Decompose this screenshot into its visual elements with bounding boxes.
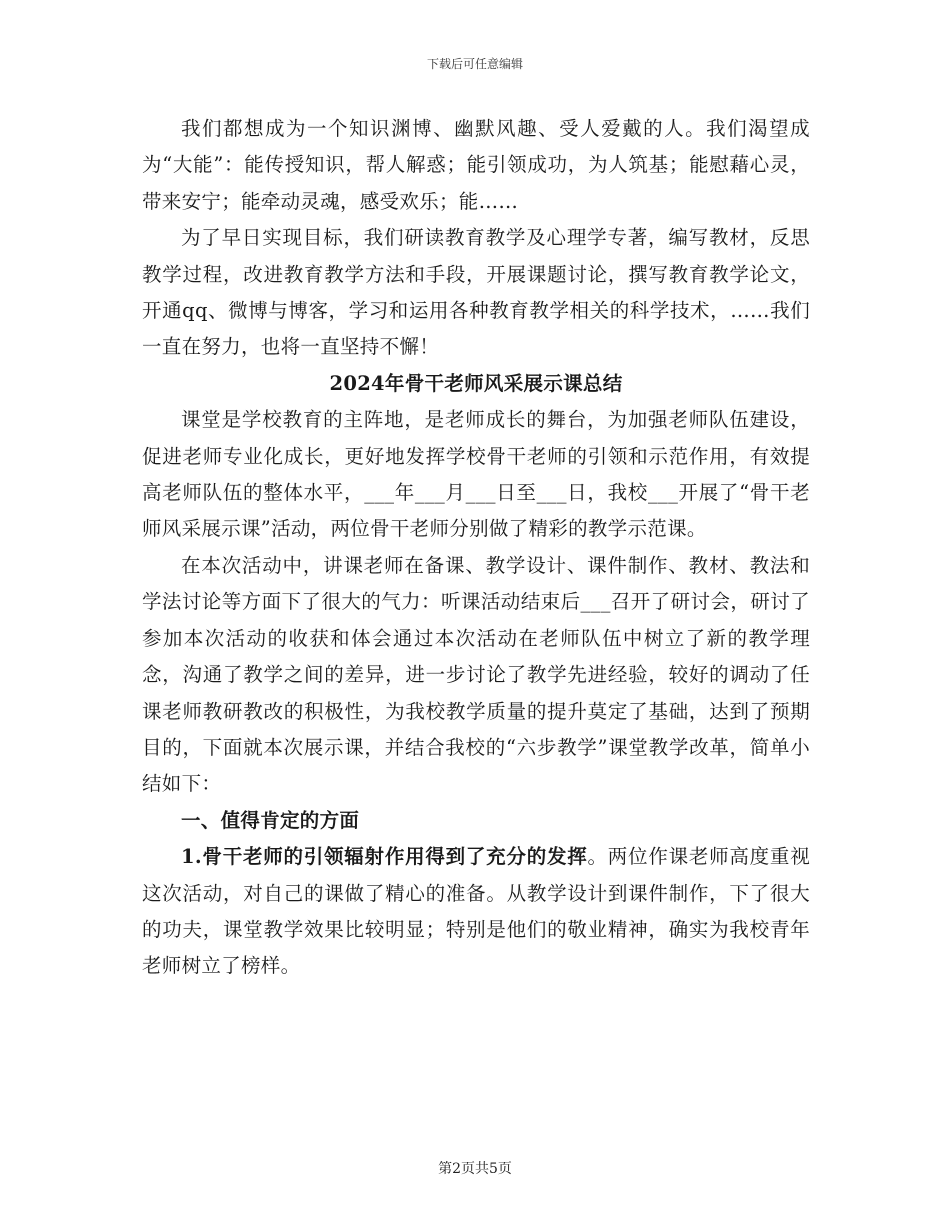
- paragraph-activity: 在本次活动中，讲课老师在备课、教学设计、课件制作、教材、教法和学法讨论等方面下了很大的气力：听课活动结束后___召开了研讨会，研讨了参加本次活动的收获和体会通过本次活动在老师队伍中树立了新的教学理念，沟通了教学之间的差异，进一步讨论了教学先进经验，较好的调动了任课老师教研教改的积极性，为我校教学质量的提升莫定了基础，达到了预期目的，下面就本次展示课，并结合我校的“六步教学”课堂教学改革，简单小结如下：: [142, 553, 810, 796]
- paragraph-item-1: [142, 839, 810, 985]
- section-heading: 一、值得肯定的方面: [181, 808, 360, 832]
- paragraph-intro: 课堂是学校教育的主阵地，是老师成长的舞台，为加强老师队伍建设，促进老师专业化成长，更好地发挥学校骨干老师的引领和示范作用，有效提高老师队伍的整体水平，___年___月___日至___日，我校___开展了“骨干老师风采展示课”活动，两位骨干老师分别做了精彩的教学示范课。: [142, 408, 810, 541]
- item-1-lead: 1.骨干老师的引领辐射作用得到了充分的发挥: [181, 845, 588, 869]
- document-body: [142, 111, 810, 985]
- page-header-note: 下载后可任意编辑: [426, 57, 523, 71]
- item-1-text: 。两位作课老师高度重视这次活动，对自己的课做了精心的准备。从教学设计到课件制作，下了很大的功夫，课堂教学效果比较明显；特别是他们的敬业精神，确实为我校青年老师树立了榜样。: [142, 845, 810, 978]
- document-title: 2024年骨干老师风采展示课总结: [329, 371, 623, 395]
- paragraph-goals: 我们都想成为一个知识渊博、幽默风趣、受人爱戴的人。我们渴望成为“大能”：能传授知识，帮人解惑；能引领成功，为人筑基；能慰藉心灵，带来安宁；能牵动灵魂，感受欢乐；能……: [142, 117, 810, 213]
- page-number: 第2页共5页: [438, 1161, 512, 1177]
- paragraph-efforts: 为了早日实现目标，我们研读教育教学及心理学专著，编写教材，反思教学过程，改进教育教学方法和手段，开展课题讨论，撰写教育教学论文，开通qq、微博与博客，学习和运用各种教育教学相关的科学技术，……我们一直在努力，也将一直坚持不懈！: [142, 226, 810, 359]
